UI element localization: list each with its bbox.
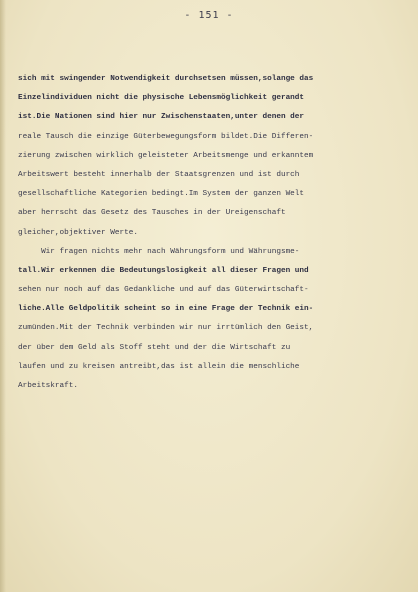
body-text bbox=[18, 70, 410, 396]
text-line: Einzelindividuen nicht die physische Lebensmöglichkeit gerandt bbox=[18, 94, 305, 103]
text-line: zumünden.Mit der Technik verbinden wir nur irrtümlich den Geist, bbox=[18, 324, 314, 333]
text-line: sich mit swingender Notwendigkeit durchsetsen müssen,solange das bbox=[18, 75, 314, 83]
text-line: Wir fragen nichts mehr nach Währungsform und Währungsme- bbox=[18, 247, 300, 256]
text-line: tall.Wir erkennen die Bedeutungslosigkeit all dieser Fragen und bbox=[18, 266, 309, 275]
text-line: gleicher,objektiver Werte. bbox=[18, 228, 138, 237]
text-line: gesellschaftliche Kategorien bedingt.Im System der ganzen Welt bbox=[18, 190, 305, 199]
text-line: reale Tausch die einzige Güterbewegungsform bildet.Die Differen- bbox=[18, 132, 314, 141]
text-line: aber herrscht das Gesetz des Tausches in der Ureigenschaft bbox=[18, 209, 286, 218]
text-line: liche.Alle Geldpolitik scheint so in eine Frage der Technik ein- bbox=[18, 305, 314, 314]
text-line: zierung zwischen wirklich geleisteter Arbeitsmenge und erkanntem bbox=[18, 151, 314, 160]
text-line: der über dem Geld als Stoff steht und der die Wirtschaft zu bbox=[18, 343, 291, 352]
text-line: ist.Die Nationen sind hier nur Zwischenstaaten,unter denen der bbox=[18, 113, 305, 122]
page-number: - 151 - bbox=[184, 10, 234, 21]
text-line: Arbeitskraft. bbox=[18, 382, 78, 390]
page-edge-shadow bbox=[0, 0, 6, 592]
text-line: Arbeitswert besteht innerhalb der Staatsgrenzen und ist durch bbox=[18, 170, 300, 179]
text-line: sehen nur noch auf das Gedankliche und auf das Güterwirtschaft- bbox=[18, 286, 309, 295]
text-line: laufen und zu kreisen antreibt,das ist allein die menschliche bbox=[18, 362, 300, 371]
